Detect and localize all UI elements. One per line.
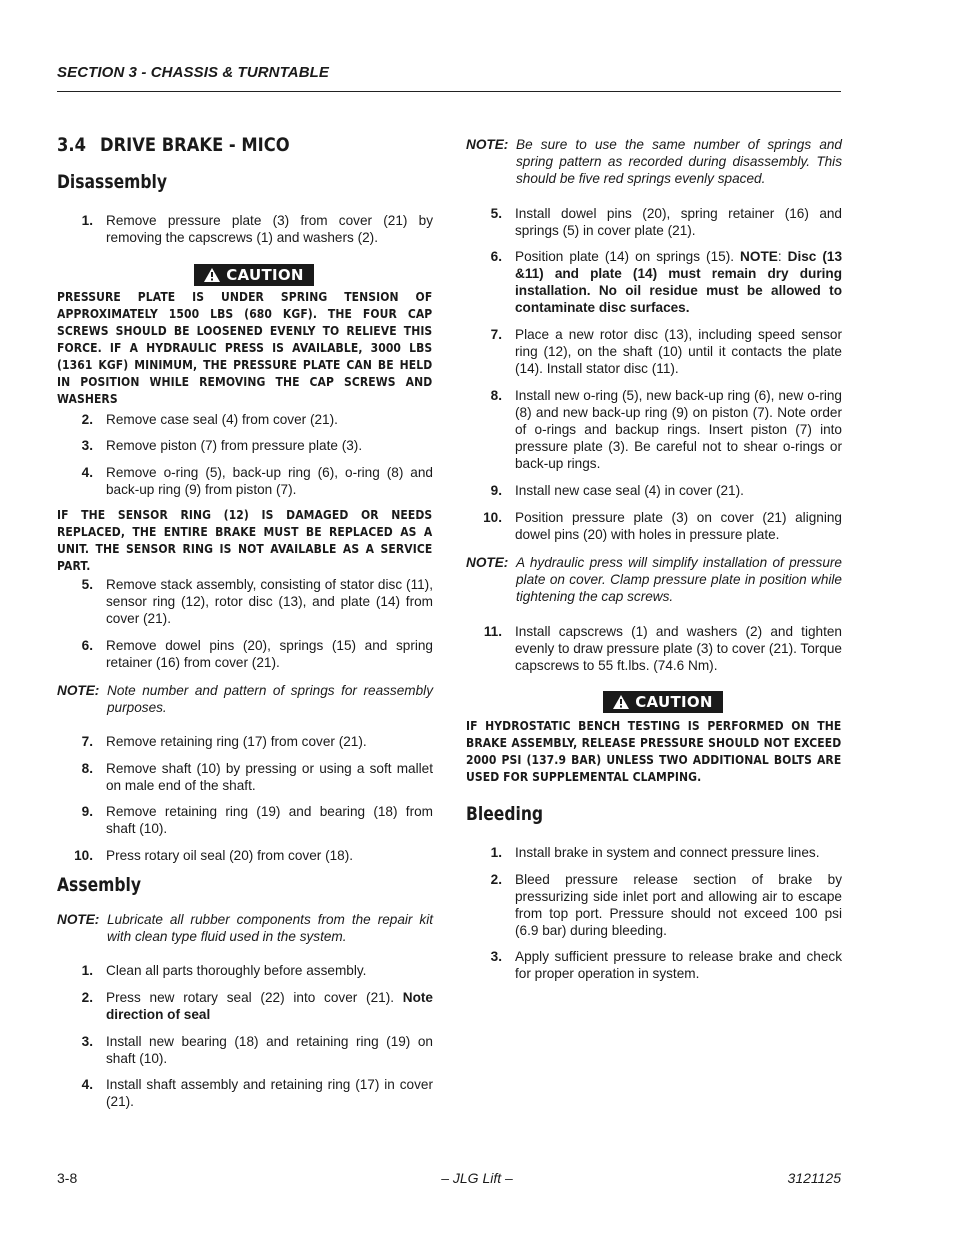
section-number: 3.4 xyxy=(57,134,86,156)
section-title xyxy=(57,134,290,156)
bleeding-heading: Bleeding xyxy=(466,803,544,825)
footer-doc-number: 3121125 xyxy=(787,1170,841,1186)
warning-triangle-icon xyxy=(204,268,220,282)
caution-text-2: IF HYDROSTATIC BENCH TESTING IS PERFORMED ON THE BRAKE ASSEMBLY, RELEASE PRESSURE SHOULD NOT EXCEED 2000 PSI (137.9 BAR) UNLESS TWO ADDITIONAL BOLTS ARE USED FOR SUPPLEMENTAL CLAMPING. xyxy=(466,719,842,784)
caution-banner-2: CAUTION xyxy=(603,691,723,713)
caution-banner: CAUTION xyxy=(194,264,314,286)
section-header-title: SECTION 3 - CHASSIS & TURNTABLE xyxy=(57,64,330,81)
footer-page-number: 3-8 xyxy=(57,1170,78,1186)
sensor-ring-warning: IF THE SENSOR RING (12) IS DAMAGED OR NEEDS REPLACED, THE ENTIRE BRAKE MUST BE REPLACED AS A UNIT. THE SENSOR RING IS NOT AVAILABLE AS A SERVICE PART. xyxy=(57,508,433,573)
page-header xyxy=(57,64,841,92)
caution-text-1: PRESSURE PLATE IS UNDER SPRING TENSION OF APPROXIMATELY 1500 LBS (680 KGF). THE FOUR CAP SCREWS SHOULD BE LOOSENED EVENLY TO RELIEVE THIS FORCE. IF A HYDRAULIC PRESS IS AVAILABLE, 3000 LBS (1361 KGF) MINIMUM, THE PRESSURE PLATE CAN BE HELD IN POSITION WHILE REMOVING THE CAP SCREWS AND WASHERS xyxy=(57,290,433,406)
assembly-heading: Assembly xyxy=(57,874,142,896)
warning-triangle-icon xyxy=(613,695,629,709)
section-title-text: DRIVE BRAKE - MICO xyxy=(100,134,290,156)
disassembly-heading: Disassembly xyxy=(57,171,168,193)
footer-brand: – JLG Lift – xyxy=(441,1170,513,1186)
